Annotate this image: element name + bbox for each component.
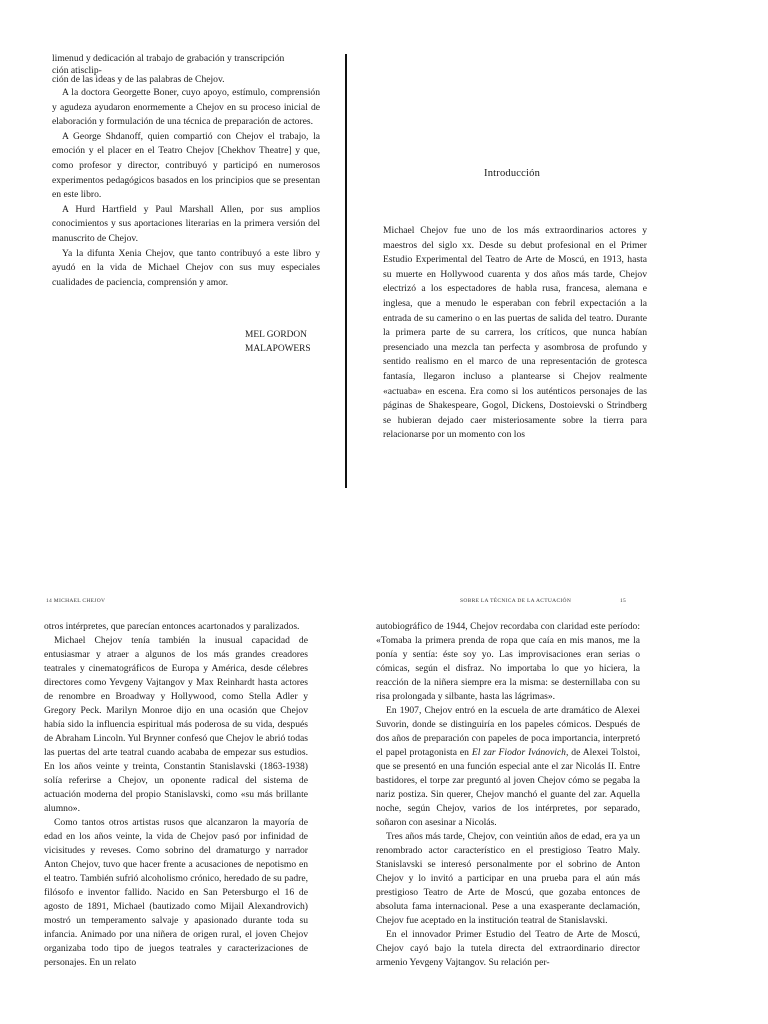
intro-paragraph: Michael Chejov fue uno de los más extraordinarios actores y maestros del siglo xx. Desde su debut profesional en el Primer Estudio Experimental del Teatro de Arte de Moscú, en 1913, hasta su muerte en Hollywood cuarenta y dos años más tarde, Chejov electrizó a los espectadores de habla rusa, francesa, alemana e inglesa, que a menudo le esperaban con febril expectación a la entrada de su camerino o en las puertas de salida del teatro. Durante la primera parte de su carrera, los críticos, que nunca habían presenciado una mezcla tan perfecta y asombrosa de profundo y sentido realismo en el marco de una representación de grotesca fantasía, llegaron incluso a plantearse si Chejov realmente «actuaba» en escena. Era como si los auténticos personajes de las páginas de Shakespeare, Gogol, Dickens, Dostoievski o Strindberg se hubieran dejado caer misteriosamente sobre la tierra para relacionarse por un momento con los <box>383 225 647 441</box>
br-paragraph-4: En el innovador Primer Estudio del Teatro de Arte de Moscú, Chejov cayó bajo la tutela directa del extraordinario director armenio Yevgeny Vajtangov. Su relación per- <box>376 929 640 968</box>
br-paragraph-2 <box>376 704 640 830</box>
clipped-line-text: limenud y dedicación al trabajo de grabación y transcripción <box>52 53 285 64</box>
ack-paragraph-xenia: Ya la difunta Xenia Chejov, que tanto contribuyó a este libro y ayudó en la vida de Michael Chejov con sus muy especiales cualidades de paciencia, comprensión y amor. <box>52 247 320 288</box>
br-paragraph-2-a: En 1907, Chejov entró en la escuela de arte dramático de Alexei Suvorin, donde se distinguiría en los papeles cómicos. Después de dos años de preparación con papeles de poca importancia, interpretó el papel protagonista en <box>376 705 640 758</box>
br-paragraph-2-b: , de Alexei Tolstoi, que se presentó en una función especial ante el zar Nicolás II. Entre bastidores, el torpe zar preguntó al joven Chejov cómo se pegaba la nariz postiza. Sin querer, Chejov manchó el guante del zar. Aquella noche, según Chejov, varios de los intérpretes, por separado, soñaron con asesinar a Nicolás. <box>376 747 640 828</box>
running-head-left: 14 MICHAEL CHEJOV <box>46 598 106 604</box>
book-title-italic: El zar Fiodor Ivánovich <box>471 747 566 758</box>
bottom-right-column <box>376 620 640 1024</box>
ack-paragraph-0-tail: ción atisclip- ción de las ideas y de las palabras de Chejov. <box>52 65 225 85</box>
running-head-right: SOBRE LA TÉCNICA DE LA ACTUACIÓN <box>460 598 572 604</box>
introduction-column <box>383 224 647 443</box>
signature-line-2: MALAPOWERS <box>245 344 311 354</box>
signature-line-1: MEL GORDON <box>245 330 307 340</box>
ack-paragraph-shdanoff: A George Shdanoff, quien compartió con Chejov el trabajo, la emoción y el placer en el Teatro Chejov [Chekhov Theatre] y que, como profesor y director, contribuyó y participó en numerosos experimentos pedagógicos basados en los principios que se presentan en este libro. <box>52 130 320 201</box>
acknowledgements-column <box>52 66 320 290</box>
bl-paragraph-2: Michael Chejov tenía también la inusual capacidad de entusiasmar y atraer a algunos de los más grandes creadores teatrales y cinematográficos de Europa y América, desde célebres directores como Yevgeny Vajtangov y Max Reinhardt hasta actores de renombre en Broadway y Hollywood, como Stella Adler y Gregory Peck. Marilyn Monroe dijo en una ocasión que Chejov había sido la influencia espiritual más poderosa de su vida, después de Abraham Lincoln. Yul Brynner confesó que Chejov le abrió todas las puertas del arte teatral cuando acababa de empezar sus estudios. En los años veinte y treinta, Constantin Stanislavski (1863-1938) solía referirse a Chejov, un oponente radical del sistema de actuación moderna del propio Stanislavski, como «su más brillante alumno». <box>44 635 308 814</box>
chapter-title: Introducción <box>484 168 541 179</box>
page-divider <box>345 54 347 488</box>
bl-paragraph-1: otros intérpretes, que parecían entonces acartonados y paralizados. <box>44 621 300 632</box>
signature <box>245 328 311 356</box>
ack-paragraph-boner: A la doctora Georgette Boner, cuyo apoyo, estímulo, comprensión y agudeza ayudaron enormemente a Chejov en su proceso inicial de elaboración y formulación de una técnica de preparación de actores. <box>52 87 320 128</box>
ack-paragraph-hartfield: A Hurd Hartfield y Paul Marshall Allen, por sus amplios conocimientos y sus aportaciones literarias en la primera versión del manuscrito de Chejov. <box>52 203 320 244</box>
bl-paragraph-3: Como tantos otros artistas rusos que alcanzaron la mayoría de edad en los años veinte, la vida de Chejov pasó por infinidad de vicisitudes y reveses. Como sobrino del dramaturgo y narrador Anton Chejov, tuvo que hacer frente a acusaciones de nepotismo en el teatro. También sufrió alcoholismo crónico, heredado de su padre, filósofo e inventor fallido. Nacido en San Petersburgo el 16 de agosto de 1891, Michael (bautizado como Mijail Alexandrovich) mostró un temperamento salvaje y apasionado durante toda su infancia. Animado por una niñera de origen rural, el joven Chejov organizaba todo tipo de juegos teatrales y caracterizaciones de personajes. En un relato <box>44 817 308 968</box>
br-paragraph-1: autobiográfico de 1944, Chejov recordaba con claridad este período: «Tomaba la primera prenda de ropa que caía en mis manos, me la ponía y sentía: éste soy yo. Las improvisaciones eran serias o cómicas, según el disfraz. No importaba lo que yo hiciera, la reacción de la niñera siempre era la misma: se desternillaba con su risa prolongada y silbante, hasta las lágrimas». <box>376 621 640 702</box>
bottom-left-column <box>44 620 308 1024</box>
page-number: 15 <box>620 598 627 604</box>
br-paragraph-3: Tres años más tarde, Chejov, con veintiún años de edad, era ya un renombrado actor característico en el prestigioso Teatro Maly. Stanislavski se interesó personalmente por el sobrino de Anton Chejov y lo invitó a participar en una prueba para el aún más prestigioso Teatro de Arte de Moscú, que gozaba entonces de absoluta fama internacional. Pese a una exasperante declamación, Chejov fue aceptado en la institución teatral de Stanislavski. <box>376 831 640 926</box>
